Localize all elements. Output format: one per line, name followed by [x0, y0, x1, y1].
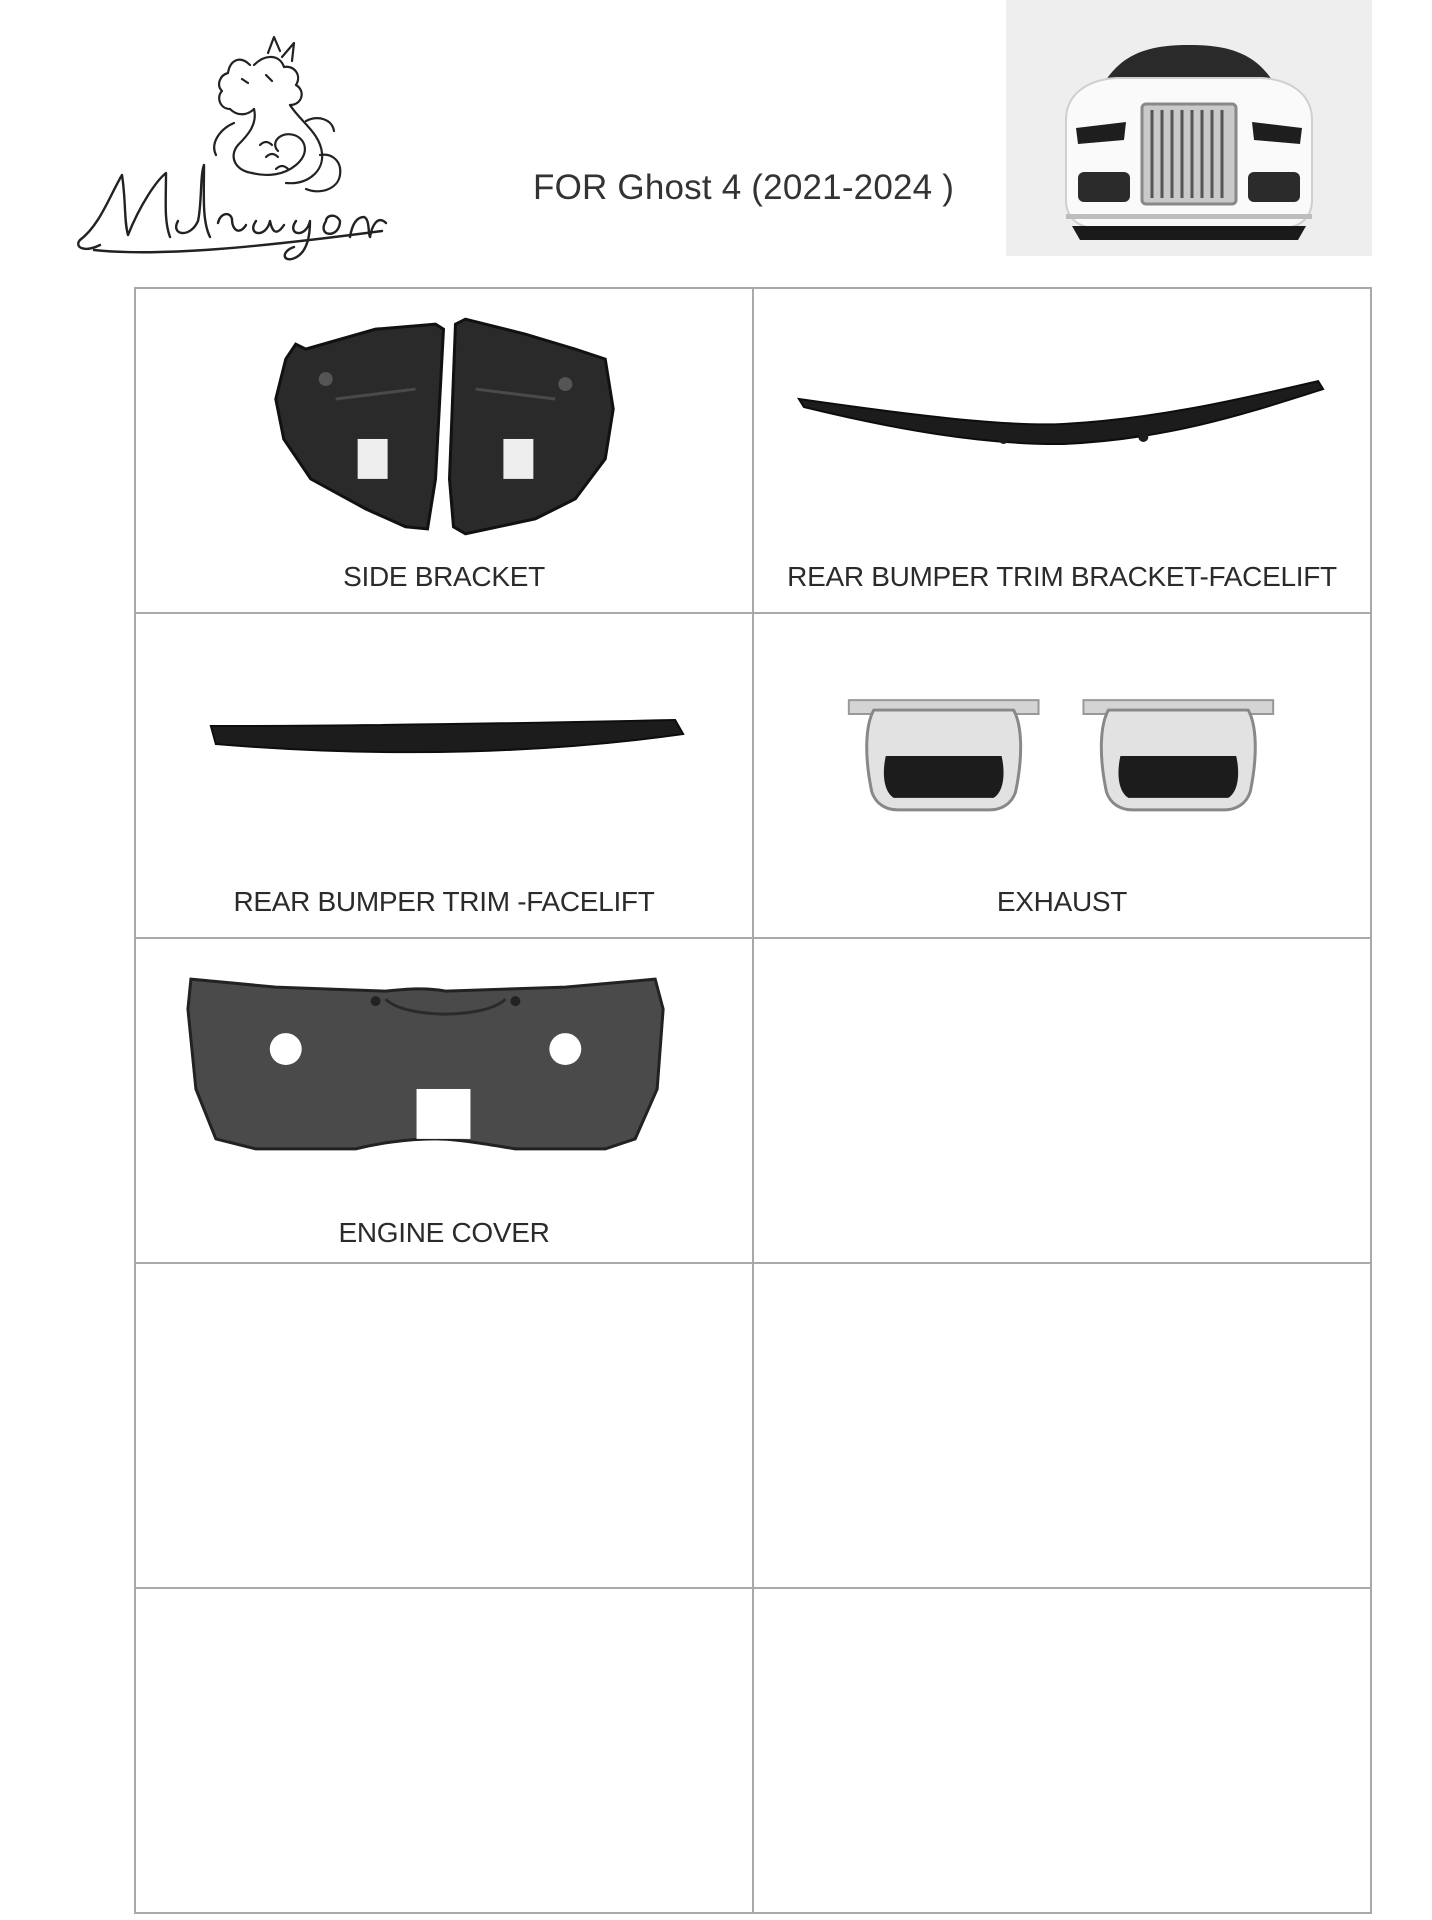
engine-cover-image	[136, 939, 752, 1209]
part-label: EXHAUST	[996, 886, 1128, 917]
part-label: SIDE BRACKET	[343, 561, 545, 592]
dragon-logo-icon	[70, 25, 390, 265]
part-cell-empty	[135, 1588, 753, 1913]
brand-logo	[70, 25, 390, 265]
part-cell-rear-bumper-trim	[135, 613, 753, 938]
part-cell-empty	[753, 1263, 1371, 1588]
part-label: REAR BUMPER TRIM -FACELIFT	[233, 886, 655, 917]
part-cell-empty	[135, 1263, 753, 1588]
part-cell-engine-cover	[135, 938, 753, 1263]
part-cell-empty	[753, 938, 1371, 1263]
vehicle-photo	[1006, 0, 1372, 256]
part-label: REAR BUMPER TRIM BRACKET-FACELIFT	[787, 561, 1337, 592]
car-front-icon	[1006, 0, 1372, 256]
page-title: FOR Ghost 4 (2021-2024 )	[533, 168, 955, 207]
side-bracket-image	[136, 289, 752, 559]
parts-grid	[134, 287, 1372, 1914]
rear-bumper-trim-bracket-image	[754, 289, 1370, 559]
part-cell-rear-bumper-trim-bracket	[753, 288, 1371, 613]
part-cell-exhaust	[753, 613, 1371, 938]
part-cell-empty	[753, 1588, 1371, 1913]
part-label: ENGINE COVER	[338, 1217, 550, 1248]
exhaust-tips-image	[754, 614, 1370, 884]
rear-bumper-trim-image	[136, 614, 752, 884]
part-cell-side-bracket	[135, 288, 753, 613]
